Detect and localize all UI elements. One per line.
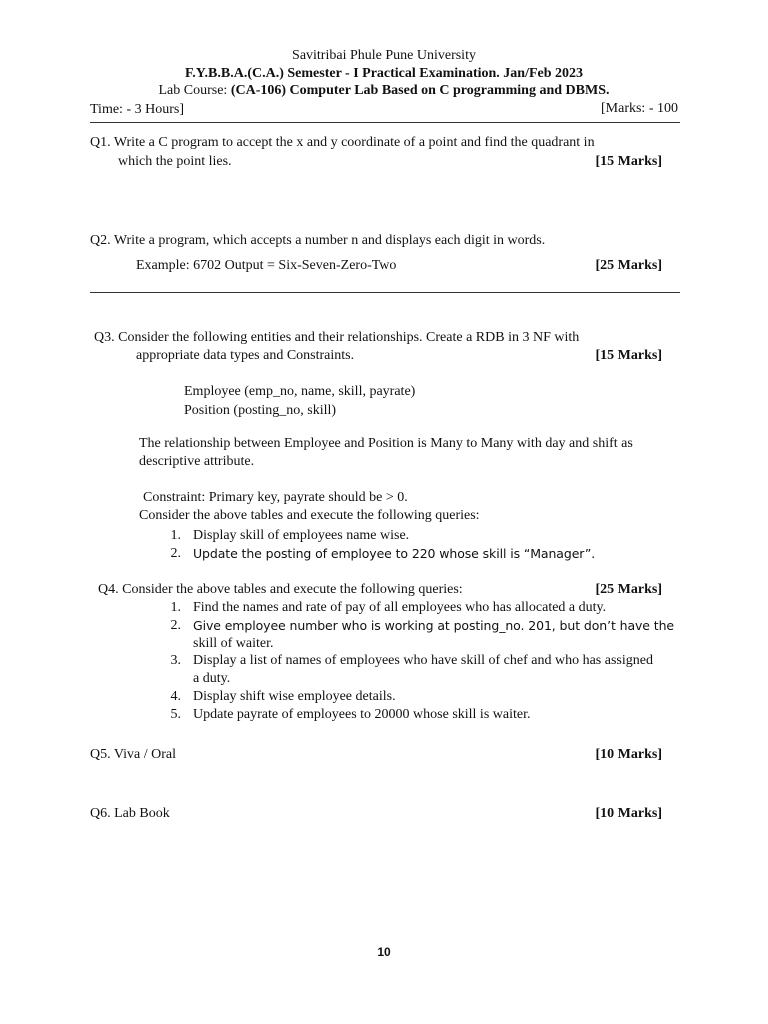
list-item-number: 2. — [170, 618, 181, 633]
q3-relationship-line1: The relationship between Employee and Position is Many to Many with day and shift as — [139, 436, 633, 451]
list-item-continuation: a duty. — [193, 671, 231, 686]
list-item: Update the posting of employee to 220 whose skill is “Manager”. — [193, 546, 596, 561]
total-marks-label: [Marks: - 100 — [601, 101, 678, 116]
list-item-number: 3. — [170, 653, 181, 668]
q4-line1: Q4. Consider the above tables and execute the following queries: — [98, 582, 463, 597]
q6-label: Q6. Lab Book — [90, 806, 170, 821]
q5-marks: [10 Marks] — [595, 747, 662, 762]
list-item-continuation: skill of waiter. — [193, 636, 274, 651]
list-item-number: 4. — [170, 689, 181, 704]
time-label: Time: - 3 Hours] — [90, 102, 184, 117]
q3-relationship-line2: descriptive attribute. — [139, 454, 255, 469]
q3-consider: Consider the above tables and execute the following queries: — [139, 508, 480, 523]
exam-title: F.Y.B.B.A.(C.A.) Semester - I Practical Examination. Jan/Feb 2023 — [184, 66, 584, 81]
q2-divider — [90, 292, 680, 293]
list-item: Update payrate of employees to 20000 whose skill is waiter. — [193, 707, 531, 722]
q3-constraint: Constraint: Primary key, payrate should be > 0. — [143, 490, 408, 505]
q1-line2: which the point lies. — [118, 154, 232, 169]
q5-label: Q5. Viva / Oral — [90, 747, 176, 762]
q2-line1: Q2. Write a program, which accepts a number n and displays each digit in words. — [90, 233, 546, 248]
list-item: Display a list of names of employees who have skill of chef and who has assigned — [193, 653, 653, 668]
q3-line1: Q3. Consider the following entities and their relationships. Create a RDB in 3 NF with — [94, 330, 580, 345]
q2-example: Example: 6702 Output = Six-Seven-Zero-Two — [136, 258, 397, 273]
course-title: (CA-106) Computer Lab Based on C programming and DBMS. — [230, 83, 610, 98]
list-item: Display skill of employees name wise. — [193, 528, 410, 543]
list-item-number: 1. — [170, 600, 181, 615]
list-item-number: 5. — [170, 707, 181, 722]
q3-line2: appropriate data types and Constraints. — [136, 348, 355, 363]
page-number: 10 — [377, 945, 391, 959]
q3-marks: [15 Marks] — [595, 348, 662, 363]
q6-marks: [10 Marks] — [595, 806, 662, 821]
q1-marks: [15 Marks] — [595, 154, 662, 169]
header-divider — [90, 122, 680, 123]
course-prefix: Lab Course: — [158, 83, 231, 98]
list-item: Give employee number who is working at posting_no. 201, but don’t have the — [193, 618, 674, 633]
q4-marks: [25 Marks] — [595, 582, 662, 597]
q3-entity-employee: Employee (emp_no, name, skill, payrate) — [184, 384, 416, 399]
q2-marks: [25 Marks] — [595, 258, 662, 273]
q3-entity-position: Position (posting_no, skill) — [184, 403, 337, 418]
list-item-number: 2. — [170, 546, 181, 561]
q1-line1: Q1. Write a C program to accept the x and y coordinate of a point and find the quadrant in — [90, 135, 595, 150]
course-line — [0, 82, 768, 100]
list-item: Display shift wise employee details. — [193, 689, 396, 704]
university-name: Savitribai Phule Pune University — [292, 48, 476, 63]
list-item-number: 1. — [170, 528, 181, 543]
list-item: Find the names and rate of pay of all employees who has allocated a duty. — [193, 600, 607, 615]
